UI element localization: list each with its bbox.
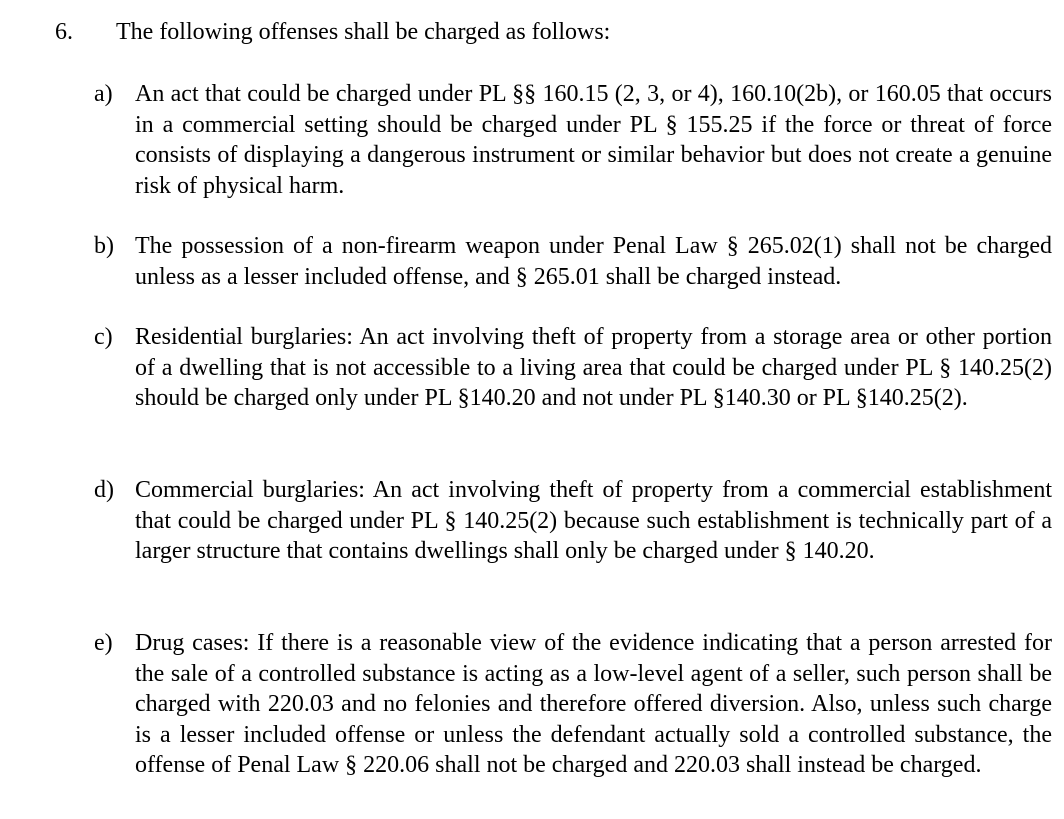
item-text-a: An act that could be charged under PL §§ 160.15 (2, 3, or 4), 160.10(2b), or 160.05 that occurs in a commercial setting should be charged under PL § 155.25 if the force or threat of force consists of displaying a dangerous instrument or similar behavior but does not create a genuine risk of physical harm. [135, 81, 1052, 199]
item-label-b: b) [94, 233, 114, 259]
list-item-d [94, 475, 1052, 567]
list-item-c [94, 322, 1052, 414]
item-text-d: Commercial burglaries: An act involving theft of property from a commercial establishment that could be charged under PL § 140.25(2) because such establishment is technically part of a larger structure that contains dwellings shall only be charged under § 140.20. [135, 477, 1052, 564]
item-text-b: The possession of a non-firearm weapon under Penal Law § 265.02(1) shall not be charged unless as a lesser included offense, and § 265.01 shall be charged instead. [135, 233, 1052, 290]
section-number: 6. [55, 19, 73, 45]
item-label-c: c) [94, 324, 113, 350]
item-label-d: d) [94, 477, 114, 503]
list-item-a [94, 79, 1052, 201]
item-text-e: Drug cases: If there is a reasonable view of the evidence indicating that a person arrested for the sale of a controlled substance is acting as a low-level agent of a seller, such person shall be charged with 220.03 and no felonies and therefore offered diversion. Also, unless such charge is a lesser included offense or unless the defendant actually sold a controlled substance, the offense of Penal Law § 220.06 shall not be charged and 220.03 shall instead be charged. [135, 630, 1052, 778]
item-text-c: Residential burglaries: An act involving theft of property from a storage area or other portion of a dwelling that is not accessible to a living area that could be charged under PL § 140.25(2) should be charged only under PL §140.20 and not under PL §140.30 or PL §140.25(2). [135, 324, 1052, 411]
list-item-b [94, 231, 1052, 292]
list-item-e [94, 628, 1052, 781]
item-label-e: e) [94, 630, 113, 656]
section-heading: The following offenses shall be charged as follows: [116, 19, 611, 45]
item-label-a: a) [94, 81, 113, 107]
